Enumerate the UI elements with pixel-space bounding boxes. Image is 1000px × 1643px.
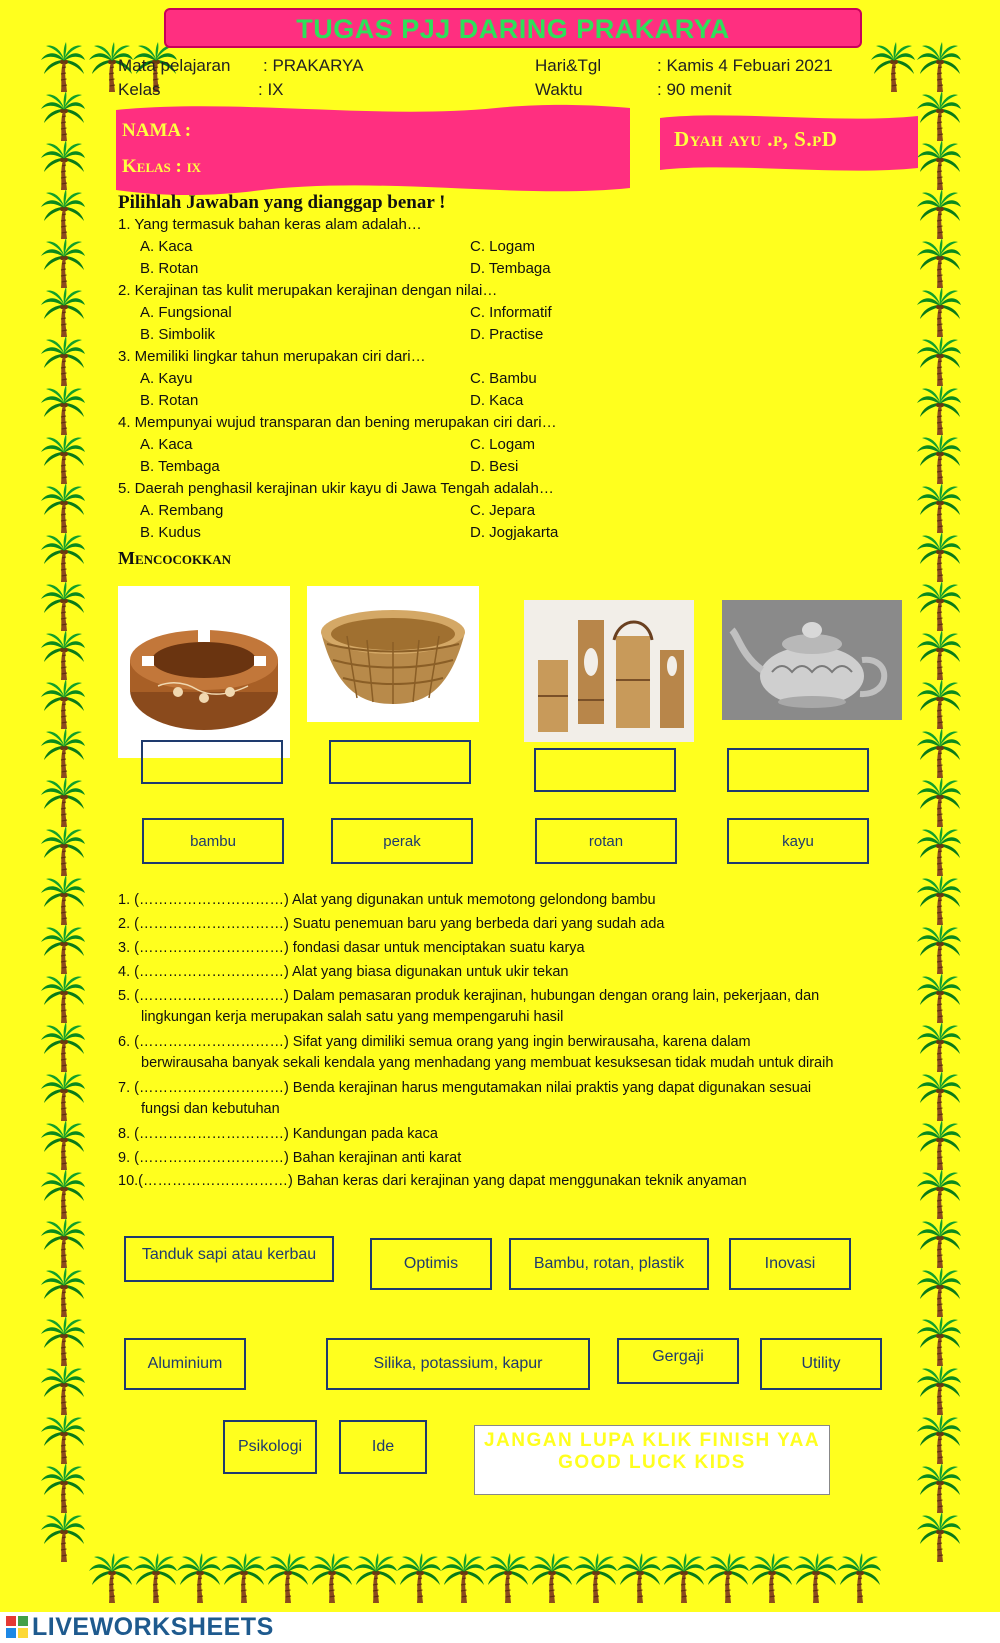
palm-tree-icon — [40, 875, 86, 927]
fill-item: 6. (…………………………) Sifat yang dimiliki semua orang yang ingin berwirausaha, karena dalam — [118, 1034, 751, 1050]
choice-c[interactable]: C. Logam — [470, 238, 536, 255]
palm-tree-icon — [40, 826, 86, 878]
mapel-label: Mata pelajaran — [118, 56, 231, 75]
palm-tree-icon — [40, 1071, 86, 1123]
choice-d[interactable]: D. Practise — [470, 326, 544, 343]
choice-b[interactable]: B. Simbolik — [140, 326, 216, 343]
question-text: 4. Mempunyai wujud transparan dan bening merupakan ciri dari… — [118, 414, 557, 431]
matching-heading: Mencocokkan — [118, 548, 232, 568]
palm-tree-icon — [916, 1365, 962, 1417]
question-text: 1. Yang termasuk bahan keras alam adalah… — [118, 216, 422, 233]
palm-tree-icon — [264, 1553, 310, 1605]
choice-a[interactable]: A. Kaca — [140, 238, 193, 255]
palm-tree-icon — [660, 1553, 706, 1605]
question-text: 5. Daerah penghasil kerajinan ukir kayu di Jawa Tengah adalah… — [118, 480, 554, 497]
palm-tree-icon — [916, 1414, 962, 1466]
choice-d[interactable]: D. Kaca — [470, 392, 524, 409]
palm-tree-icon — [484, 1553, 530, 1605]
palm-tree-icon — [916, 679, 962, 731]
palm-tree-icon — [396, 1553, 442, 1605]
hari-value: : Kamis 4 Febuari 2021 — [657, 56, 833, 75]
fill-item-continuation: lingkungan kerja merupakan salah satu yang mempengaruhi hasil — [141, 1009, 564, 1025]
palm-tree-icon — [40, 630, 86, 682]
mapel-value: : PRAKARYA — [263, 56, 364, 75]
choice-c[interactable]: C. Jepara — [470, 502, 536, 519]
palm-tree-icon — [704, 1553, 750, 1605]
teacher-name: Dyah ayu .p, S.pD — [674, 127, 838, 151]
palm-tree-icon — [308, 1553, 354, 1605]
palm-tree-icon — [40, 385, 86, 437]
instruction: Pilihlah Jawaban yang dianggap benar ! — [118, 192, 446, 213]
palm-tree-icon — [916, 1120, 962, 1172]
palm-tree-icon — [916, 189, 962, 241]
option-perak[interactable]: perak — [331, 818, 473, 864]
palm-tree-icon — [40, 581, 86, 633]
palm-tree-icon — [40, 532, 86, 584]
palm-tree-icon — [40, 483, 86, 535]
palm-tree-icon — [40, 1512, 86, 1564]
palm-tree-icon — [40, 1169, 86, 1221]
hari-label: Hari&Tgl — [535, 56, 602, 75]
palm-tree-icon — [916, 140, 962, 192]
palm-tree-icon — [916, 287, 962, 339]
palm-tree-icon — [40, 1365, 86, 1417]
word-bambu-rotan-plastik[interactable]: Bambu, rotan, plastik — [509, 1238, 709, 1290]
waktu-label: Waktu — [535, 80, 583, 99]
fill-item-continuation: berwirausaha banyak sekali kendala yang menhadang yang membuat kesuksesan tidak mudah untuk diraih — [141, 1055, 834, 1071]
palm-tree-icon — [916, 1169, 962, 1221]
image-answer-box-1[interactable] — [141, 740, 283, 784]
footer — [0, 1612, 1000, 1643]
word-utility[interactable]: Utility — [760, 1338, 882, 1390]
palm-tree-icon — [40, 336, 86, 388]
choice-c[interactable]: C. Logam — [470, 436, 536, 453]
palm-tree-icon — [916, 924, 962, 976]
rattan-basket-image — [307, 586, 479, 722]
choice-d[interactable]: D. Jogjakarta — [470, 524, 559, 541]
choice-b[interactable]: B. Rotan — [140, 260, 199, 277]
palm-tree-icon — [916, 630, 962, 682]
option-bambu[interactable]: bambu — [142, 818, 284, 864]
palm-tree-icon — [40, 679, 86, 731]
fill-item: 5. (…………………………) Dalam pemasaran produk kerajinan, hubungan dengan orang lain, pekerjaan, dan — [118, 988, 820, 1004]
palm-tree-icon — [40, 1022, 86, 1074]
word-aluminium[interactable]: Aluminium — [124, 1338, 246, 1390]
kelas-label: Kelas — [118, 80, 161, 99]
fill-item: 3. (…………………………) fondasi dasar untuk menciptakan suatu karya — [118, 940, 585, 956]
choice-c[interactable]: C. Informatif — [470, 304, 552, 321]
palm-tree-icon — [40, 973, 86, 1025]
palm-tree-icon — [792, 1553, 838, 1605]
palm-tree-icon — [916, 385, 962, 437]
finish-line-1: JANGAN LUPA KLIK FINISH YAA — [483, 1430, 821, 1451]
nama-label: NAMA : — [122, 120, 192, 141]
fill-item: 2. (…………………………) Suatu penemuan baru yang berbeda dari yang sudah ada — [118, 916, 665, 932]
palm-tree-icon — [40, 434, 86, 486]
silver-teapot-image — [722, 600, 902, 720]
image-answer-box-4[interactable] — [727, 748, 869, 792]
palm-tree-icon — [916, 1071, 962, 1123]
palm-tree-icon — [916, 777, 962, 829]
palm-tree-icon — [916, 973, 962, 1025]
word-tanduk[interactable]: Tanduk sapi atau kerbau — [124, 1236, 334, 1282]
choice-b[interactable]: B. Kudus — [140, 524, 201, 541]
palm-tree-icon — [916, 336, 962, 388]
palm-tree-icon — [916, 826, 962, 878]
finish-note — [474, 1425, 830, 1495]
kelas-value: : IX — [258, 80, 284, 99]
palm-tree-icon — [40, 189, 86, 241]
palm-tree-icon — [916, 1267, 962, 1319]
word-silika[interactable]: Silika, potassium, kapur — [326, 1338, 590, 1390]
word-psikologi[interactable]: Psikologi — [223, 1420, 317, 1474]
palm-tree-icon — [40, 91, 86, 143]
bamboo-crafts-image — [524, 600, 694, 742]
palm-tree-icon — [916, 1316, 962, 1368]
palm-tree-icon — [748, 1553, 794, 1605]
palm-tree-icon — [916, 581, 962, 633]
choice-a[interactable]: A. Rembang — [140, 502, 224, 519]
palm-tree-icon — [870, 42, 916, 94]
palm-tree-icon — [916, 91, 962, 143]
page-title: TUGAS PJJ DARING PRAKARYA — [296, 14, 730, 44]
option-rotan[interactable]: rotan — [535, 818, 677, 864]
palm-tree-icon — [40, 728, 86, 780]
palm-tree-icon — [40, 1267, 86, 1319]
choice-a[interactable]: A. Kayu — [140, 370, 193, 387]
word-optimis[interactable]: Optimis — [370, 1238, 492, 1290]
choice-a[interactable]: A. Kaca — [140, 436, 193, 453]
word-inovasi[interactable]: Inovasi — [729, 1238, 851, 1290]
palm-tree-icon — [40, 140, 86, 192]
fill-item: 1. (…………………………) Alat yang digunakan untuk memotong gelondong bambu — [118, 892, 656, 908]
palm-tree-icon — [40, 1316, 86, 1368]
name-ribbon — [116, 104, 630, 196]
choice-b[interactable]: B. Rotan — [140, 392, 199, 409]
palm-tree-icon — [88, 1553, 134, 1605]
fill-item: 10.(…………………………) Bahan keras dari kerajinan yang dapat menggunakan teknik anyaman — [118, 1173, 747, 1189]
fill-item: 4. (…………………………) Alat yang biasa digunakan untuk ukir tekan — [118, 964, 569, 980]
waktu-value: : 90 menit — [657, 80, 732, 99]
choice-b[interactable]: B. Tembaga — [140, 458, 220, 475]
palm-tree-icon — [40, 924, 86, 976]
palm-tree-icon — [916, 1022, 962, 1074]
palm-tree-icon — [916, 875, 962, 927]
word-gergaji[interactable]: Gergaji — [617, 1338, 739, 1384]
palm-tree-icon — [836, 1553, 882, 1605]
fill-item: 9. (…………………………) Bahan kerajinan anti karat — [118, 1150, 462, 1166]
question-text: 2. Kerajinan tas kulit merupakan kerajinan dengan nilai… — [118, 282, 498, 299]
palm-tree-icon — [176, 1553, 222, 1605]
finish-line-2: GOOD LUCK KIDS — [558, 1452, 746, 1473]
fill-item: 8. (…………………………) Kandungan pada kaca — [118, 1126, 438, 1142]
palm-tree-icon — [916, 532, 962, 584]
palm-tree-icon — [220, 1553, 266, 1605]
palm-tree-icon — [616, 1553, 662, 1605]
option-kayu[interactable]: kayu — [727, 818, 869, 864]
word-ide[interactable]: Ide — [339, 1420, 427, 1474]
palm-tree-icon — [916, 42, 962, 94]
palm-tree-icon — [440, 1553, 486, 1605]
fill-item-continuation: fungsi dan kebutuhan — [141, 1101, 280, 1117]
ashtray-image — [118, 586, 290, 758]
palm-tree-icon — [40, 238, 86, 290]
palm-tree-icon — [40, 1218, 86, 1270]
palm-tree-icon — [916, 1512, 962, 1564]
choice-a[interactable]: A. Fungsional — [140, 304, 232, 321]
palm-tree-icon — [40, 287, 86, 339]
palm-tree-icon — [40, 777, 86, 829]
palm-tree-icon — [40, 42, 86, 94]
palm-tree-icon — [916, 483, 962, 535]
choice-d[interactable]: D. Tembaga — [470, 260, 551, 277]
palm-tree-icon — [916, 1218, 962, 1270]
palm-tree-icon — [916, 434, 962, 486]
choice-d[interactable]: D. Besi — [470, 458, 519, 475]
palm-tree-icon — [572, 1553, 618, 1605]
palm-tree-icon — [132, 1553, 178, 1605]
palm-tree-icon — [352, 1553, 398, 1605]
title-banner — [164, 8, 862, 48]
choice-c[interactable]: C. Bambu — [470, 370, 537, 387]
liveworksheets-logo-icon — [6, 1616, 30, 1640]
palm-tree-icon — [916, 1463, 962, 1515]
image-answer-box-3[interactable] — [534, 748, 676, 792]
palm-tree-icon — [40, 1414, 86, 1466]
image-answer-box-2[interactable] — [329, 740, 471, 784]
palm-tree-icon — [528, 1553, 574, 1605]
footer-brand[interactable]: LIVEWORKSHEETS — [32, 1613, 274, 1641]
palm-tree-icon — [916, 728, 962, 780]
palm-tree-icon — [916, 238, 962, 290]
question-text: 3. Memiliki lingkar tahun merupakan ciri dari… — [118, 348, 426, 365]
palm-tree-icon — [40, 1463, 86, 1515]
palm-tree-icon — [40, 1120, 86, 1172]
fill-item: 7. (…………………………) Benda kerajinan harus mengutamakan nilai praktis yang dapat digunakan sesuai — [118, 1080, 812, 1096]
kelas-ribbon-label: Kelas : ix — [122, 156, 202, 177]
